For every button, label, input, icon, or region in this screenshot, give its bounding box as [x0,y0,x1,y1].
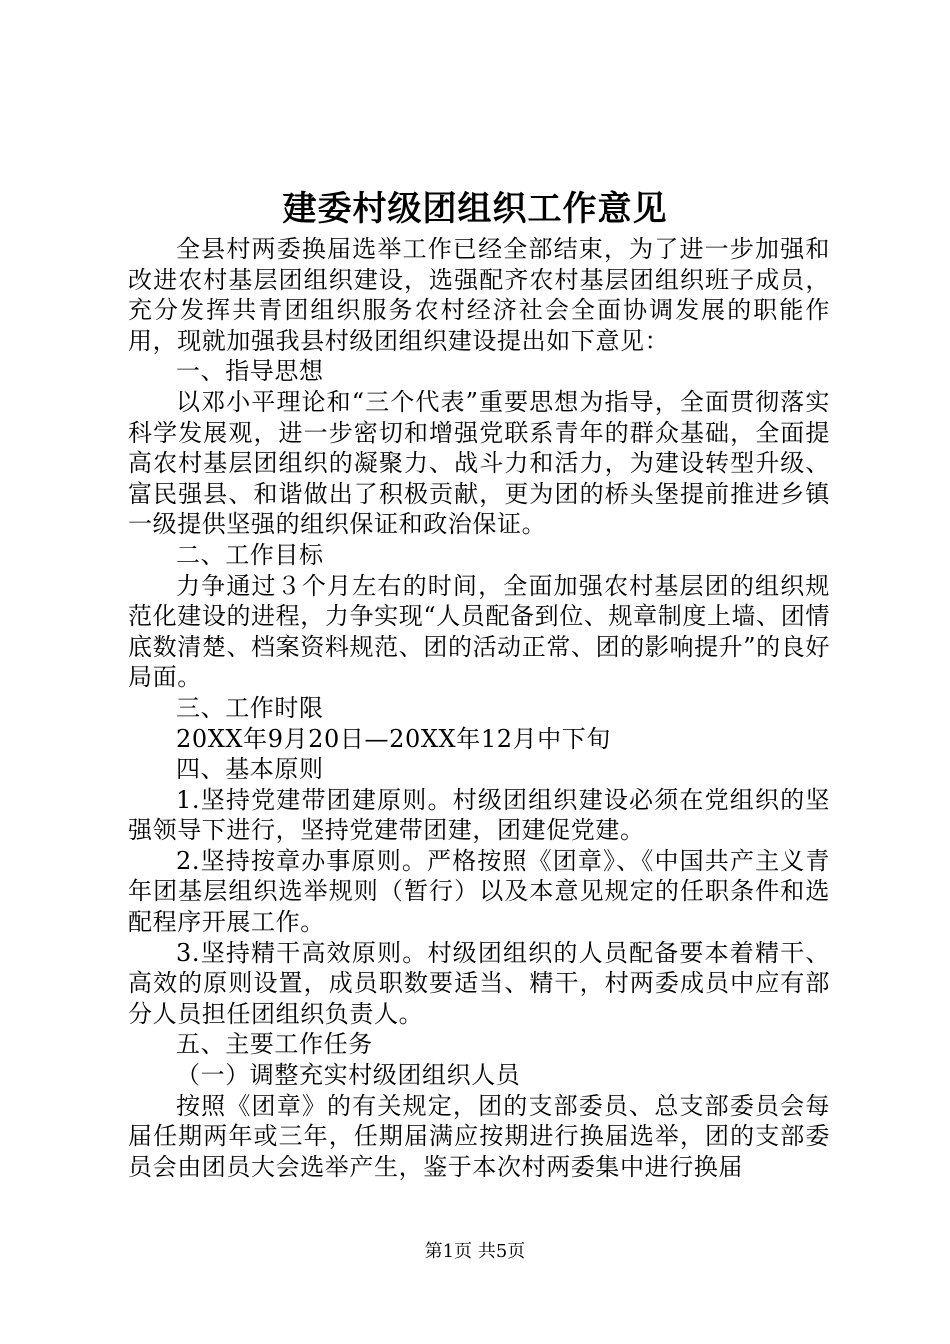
document-body [128,234,830,1182]
paragraph-goals: 力争通过３个月左右的时间，全面加强农村基层团的组织规范化建设的进程，力争实现“人员配备到位、规章制度上墙、团情底数清楚、档案资料规范、团的活动正常、团的影响提升”的良好局面。 [128,571,830,692]
section-heading-goals: 二、工作目标 [176,540,324,569]
section-heading-principles: 四、基本原则 [176,755,324,784]
intro-paragraph: 全县村两委换届选举工作已经全部结束，为了进一步加强和改进农村基层团组织建设，选强配齐农村基层团组织班子成员，充分发挥共青团组织服务农村经济社会全面协调发展的职能作用，现就加强我县村级团组织建设提出如下意见： [128,235,830,355]
section-heading-timeline: 三、工作时限 [176,693,324,722]
paragraph-timeline: 20XX年9月20日—20XX年12月中下旬 [176,724,611,753]
paragraph-guiding-ideology: 以邓小平理论和“三个代表”重要思想为指导，全面贯彻落实科学发展观，进一步密切和增强党联系青年的群众基础，全面提高农村基层团组织的凝聚力、战斗力和活力，为建设转型升级、富民强县、和谐做出了积极贡献，更为团的桥头堡提前推进乡镇一级提供坚强的组织保证和政治保证。 [128,387,830,539]
paragraph-principle-1: 1.坚持党建带团建原则。村级团组织建设必须在党组织的坚强领导下进行，坚持党建带团建，团建促党建。 [128,785,830,845]
paragraph-principle-3: 3.坚持精干高效原则。村级团组织的人员配备要本着精干、高效的原则设置，成员职数要适当、精干，村两委成员中应有部分人员担任团组织负责人。 [128,938,830,1028]
subsection-heading-staffing: （一）调整充实村级团组织人员 [176,1061,521,1090]
section-heading-guiding-ideology: 一、指导思想 [176,357,324,386]
section-heading-tasks: 五、主要工作任务 [176,1030,373,1059]
page-number: 第1页 共5页 [424,1241,526,1262]
paragraph-principle-2: 2.坚持按章办事原则。严格按照《团章》、《中国共产主义青年团基层组织选举规则（暂行）以及本意见规定的任职条件和选配程序开展工作。 [128,846,830,937]
document-title: 建委村级团组织工作意见 [282,189,668,229]
paragraph-staffing: 按照《团章》的有关规定，团的支部委员、总支部委员会每届任期两年或三年，任期届满应按期进行换届选举，团的支部委员会由团员大会选举产生，鉴于本次村两委集中进行换届 [128,1091,830,1181]
